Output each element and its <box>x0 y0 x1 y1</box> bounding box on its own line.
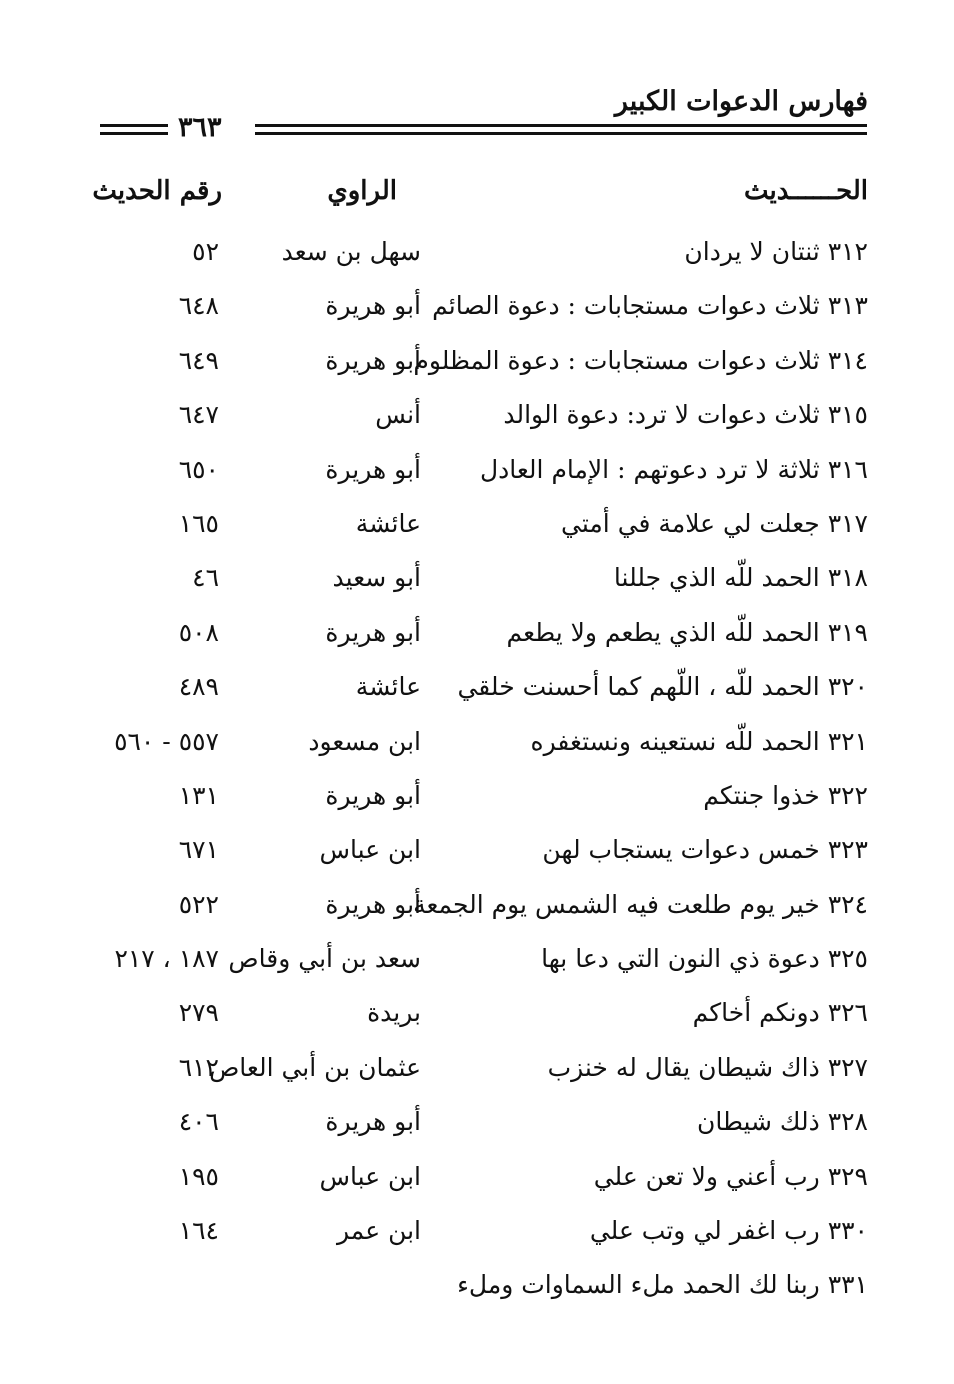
narrator: أبو هريرة <box>325 291 421 321</box>
table-row <box>0 232 954 286</box>
hadith-number: ٢٧٩ <box>178 998 219 1028</box>
hadith-text: ٣١٧ جعلت لي علامة في أمتي <box>561 508 868 538</box>
hadith-text: ٣٢٧ ذاك شيطان يقال له خنزب <box>547 1052 868 1082</box>
hadith-text: ٣٢٥ دعوة ذي النون التي دعا بها <box>541 944 868 974</box>
hadith-number: ٥٠٨ <box>178 617 219 647</box>
table-row <box>0 722 954 776</box>
header-rule-right-bottom <box>255 132 867 135</box>
hadith-number: ٥٢ <box>192 237 219 266</box>
hadith-number: ٤٠٦ <box>178 1107 219 1137</box>
narrator: أبو هريرة <box>325 617 421 647</box>
column-header-hadith-number: رقم الحديث <box>92 176 222 206</box>
narrator: أبو هريرة <box>325 780 421 810</box>
header-rule-right-top <box>255 124 867 127</box>
narrator: سعد بن أبي وقاص <box>228 944 421 974</box>
hadith-text: ٣٢٦ دونكم أخاكم <box>692 998 868 1028</box>
hadith-text: ٣١٥ ثلاث دعوات لا ترد: دعوة الوالد <box>503 400 868 430</box>
hadith-number: ١٦٥ <box>178 508 219 538</box>
hadith-number: ٤٨٩ <box>178 672 219 702</box>
narrator: عائشة <box>355 508 421 538</box>
page-number: ٣٦٣ <box>178 112 222 143</box>
header-rule-left-bottom <box>100 132 168 135</box>
hadith-number: ٦٥٠ <box>178 454 219 484</box>
table-row <box>0 776 954 830</box>
narrator: سهل بن سعد <box>281 237 421 266</box>
header-rule-left-top <box>100 124 168 127</box>
hadith-text: ٣٢٢ خذوا جنتكم <box>703 780 868 810</box>
hadith-number: ٦٤٩ <box>178 345 219 375</box>
table-row <box>0 450 954 504</box>
table-row <box>0 885 954 939</box>
hadith-text: ٣١٩ الحمد للّه الذي يطعم ولا يطعم <box>506 617 868 647</box>
table-row <box>0 1265 954 1319</box>
narrator: أبو هريرة <box>325 889 421 919</box>
table-row <box>0 286 954 340</box>
narrator: ابن مسعود <box>308 726 421 756</box>
hadith-number: ١٩٥ <box>178 1161 219 1191</box>
table-row <box>0 558 954 612</box>
hadith-text: ٣٢٩ رب أعني ولا تعن علي <box>593 1161 868 1191</box>
narrator: بريدة <box>367 998 421 1028</box>
running-title: فهارس الدعوات الكبير <box>614 86 868 117</box>
narrator: أبو سعيد <box>332 563 421 593</box>
hadith-text: ٣١٤ ثلاث دعوات مستجابات : دعوة المظلوم <box>413 345 868 375</box>
hadith-number: ٥٥٧ - ٥٦٠ <box>114 726 219 756</box>
table-row <box>0 939 954 993</box>
table-row <box>0 830 954 884</box>
hadith-text: ٣٢٤ خير يوم طلعت فيه الشمس يوم الجمعة <box>413 889 868 919</box>
hadith-number: ٥٢٢ <box>178 889 219 919</box>
column-header-narrator: الراوي <box>327 176 397 206</box>
hadith-number: ١٦٤ <box>178 1216 219 1246</box>
hadith-number: ٦٧١ <box>178 835 219 865</box>
table-row <box>0 667 954 721</box>
narrator: أبو هريرة <box>325 345 421 375</box>
table-row <box>0 341 954 395</box>
hadith-number: ٦٤٨ <box>178 291 219 321</box>
hadith-number: ١٨٧ ، ٢١٧ <box>114 944 219 974</box>
table-row <box>0 1102 954 1156</box>
hadith-text: ٣٢٨ ذلك شيطان <box>697 1107 868 1137</box>
hadith-text: ٣١٢ ثنتان لا يردان <box>684 237 868 266</box>
narrator: ابن عباس <box>319 835 421 865</box>
table-row <box>0 1211 954 1265</box>
table-row <box>0 613 954 667</box>
narrator: عثمان بن أبي العاص <box>209 1052 421 1082</box>
narrator: ابن عمر <box>336 1216 421 1246</box>
narrator: ابن عباس <box>319 1161 421 1191</box>
hadith-number: ٤٦ <box>192 563 219 593</box>
narrator: أنس <box>375 400 421 430</box>
hadith-text: ٣٢٣ خمس دعوات يستجاب لهن <box>542 835 868 865</box>
hadith-text: ٣١٣ ثلاث دعوات مستجابات : دعوة الصائم <box>432 291 868 321</box>
hadith-number: ٦١٢ <box>178 1052 219 1082</box>
hadith-text: ٣٢١ الحمد للّه نستعينه ونستغفره <box>530 726 868 756</box>
column-header-hadith: الحــــــديث <box>743 176 868 206</box>
index-table <box>0 232 954 1320</box>
hadith-text: ٣١٦ ثلاثة لا ترد دعوتهم : الإمام العادل <box>479 454 868 484</box>
hadith-text: ٣٣٠ رب اغفر لي وتب علي <box>589 1216 868 1246</box>
table-row <box>0 1157 954 1211</box>
hadith-number: ١٣١ <box>178 780 219 810</box>
narrator: عائشة <box>355 672 421 702</box>
table-row <box>0 395 954 449</box>
table-row <box>0 993 954 1047</box>
hadith-text: ٣٢٠ الحمد للّه ، اللّهم كما أحسنت خلقي <box>457 672 868 702</box>
narrator: أبو هريرة <box>325 454 421 484</box>
hadith-text: ٣٣١ ربنا لك الحمد ملء السماوات وملء <box>457 1270 868 1300</box>
table-row <box>0 504 954 558</box>
table-row <box>0 1048 954 1102</box>
hadith-number: ٦٤٧ <box>178 400 219 430</box>
narrator: أبو هريرة <box>325 1107 421 1137</box>
hadith-text: ٣١٨ الحمد للّه الذي جللنا <box>613 563 868 593</box>
